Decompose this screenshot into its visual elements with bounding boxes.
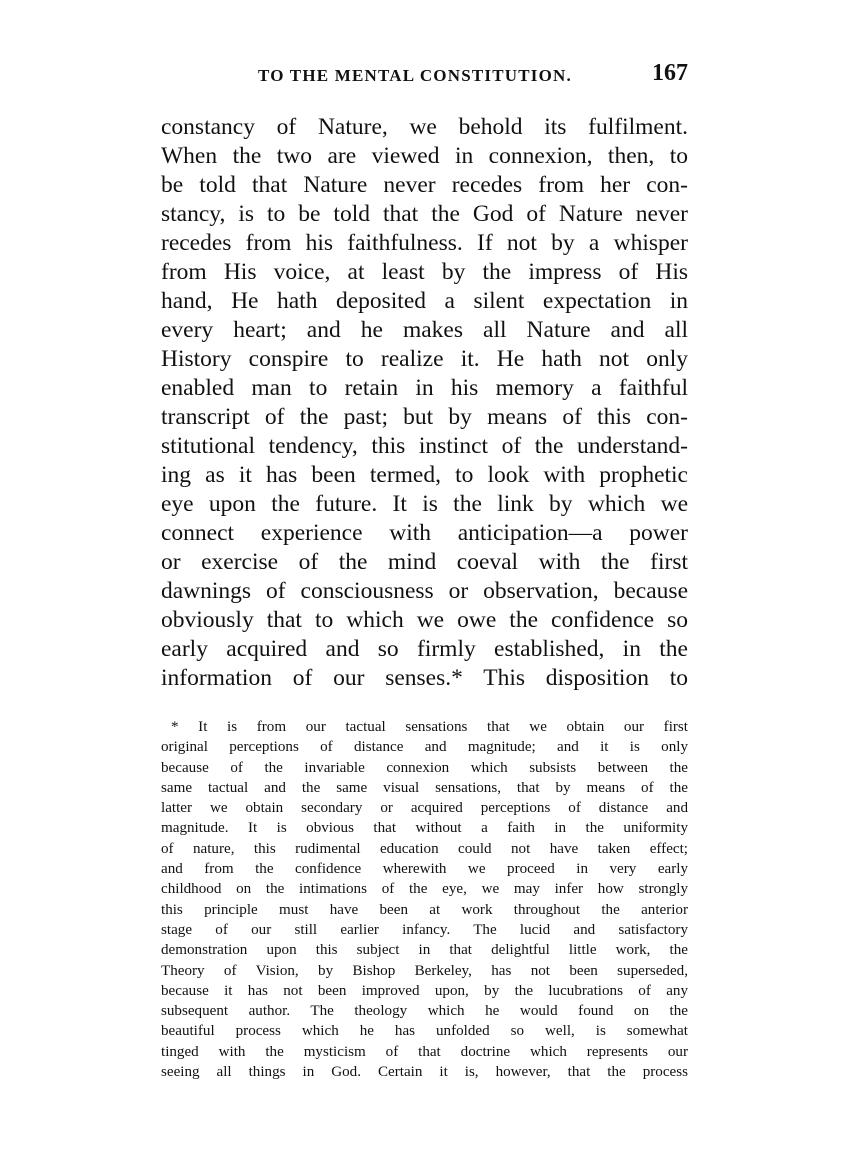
running-title: TO THE MENTAL CONSTITUTION. [258, 66, 572, 85]
footnote-line: seeing all things in God. Certain it is, however, that the process [161, 1064, 688, 1081]
body-line: information of our senses.* This disposition to [161, 665, 688, 691]
body-line: from His voice, at least by the impress of His [161, 259, 688, 285]
body-line: be told that Nature never recedes from her con- [161, 172, 688, 198]
body-line: eye upon the future. It is the link by which we [161, 491, 688, 517]
footnote-line: original perceptions of distance and magnitude; and it is only [161, 739, 688, 756]
footnote-line: this principle must have been at work throughout the anterior [161, 901, 688, 918]
body-line: obviously that to which we owe the confidence so [161, 607, 688, 633]
footnote-line: same tactual and the same visual sensations, that by means of the [161, 779, 688, 796]
footnote-line: magnitude. It is obvious that without a faith in the uniformity [161, 820, 688, 837]
footnote-line: subsequent author. The theology which he would found on the [161, 1003, 688, 1020]
body-line: stancy, is to be told that the God of Nature never [161, 201, 688, 227]
body-line: early acquired and so firmly established, in the [161, 636, 688, 662]
footnote-line: of nature, this rudimental education could not have taken effect; [161, 840, 688, 857]
body-line: every heart; and he makes all Nature and all [161, 317, 688, 343]
body-line: stitutional tendency, this instinct of the understand- [161, 433, 688, 459]
body-line: When the two are viewed in connexion, then, to [161, 143, 688, 169]
footnote [161, 717, 688, 1082]
body-line: ing as it has been termed, to look with prophetic [161, 462, 688, 488]
body-line: connect experience with anticipation—a power [161, 520, 688, 546]
running-head [160, 62, 688, 92]
body-line: transcript of the past; but by means of this con- [161, 404, 688, 430]
body-line: History conspire to realize it. He hath not only [161, 346, 688, 372]
body-line: hand, He hath deposited a silent expectation in [161, 288, 688, 314]
footnote-line: * It is from our tactual sensations that we obtain our first [171, 719, 688, 735]
body-line: dawnings of consciousness or observation, because [161, 578, 688, 604]
footnote-line: latter we obtain secondary or acquired perceptions of distance and [161, 800, 688, 817]
footnote-line: and from the confidence wherewith we proceed in very early [161, 861, 688, 878]
footnote-line: because of the invariable connexion which subsists between the [161, 759, 688, 776]
body-line: enabled man to retain in his memory a faithful [161, 375, 688, 401]
body-line: or exercise of the mind coeval with the first [161, 549, 688, 575]
page-number: 167 [652, 60, 688, 86]
footnote-line: demonstration upon this subject in that delightful little work, the [161, 942, 688, 959]
footnote-line: stage of our still earlier infancy. The lucid and satisfactory [161, 921, 688, 938]
body-text [161, 113, 688, 693]
footnote-line: beautiful process which he has unfolded so well, is somewhat [161, 1023, 688, 1040]
footnote-line: tinged with the mysticism of that doctrine which represents our [161, 1043, 688, 1060]
body-line: constancy of Nature, we behold its fulfilment. [161, 114, 688, 140]
body-line: recedes from his faithfulness. If not by a whisper [161, 230, 688, 256]
footnote-line: because it has not been improved upon, by the lucubrations of any [161, 982, 688, 999]
footnote-line: childhood on the intimations of the eye, we may infer how strongly [161, 881, 688, 898]
footnote-line: Theory of Vision, by Bishop Berkeley, has not been superseded, [161, 962, 688, 979]
